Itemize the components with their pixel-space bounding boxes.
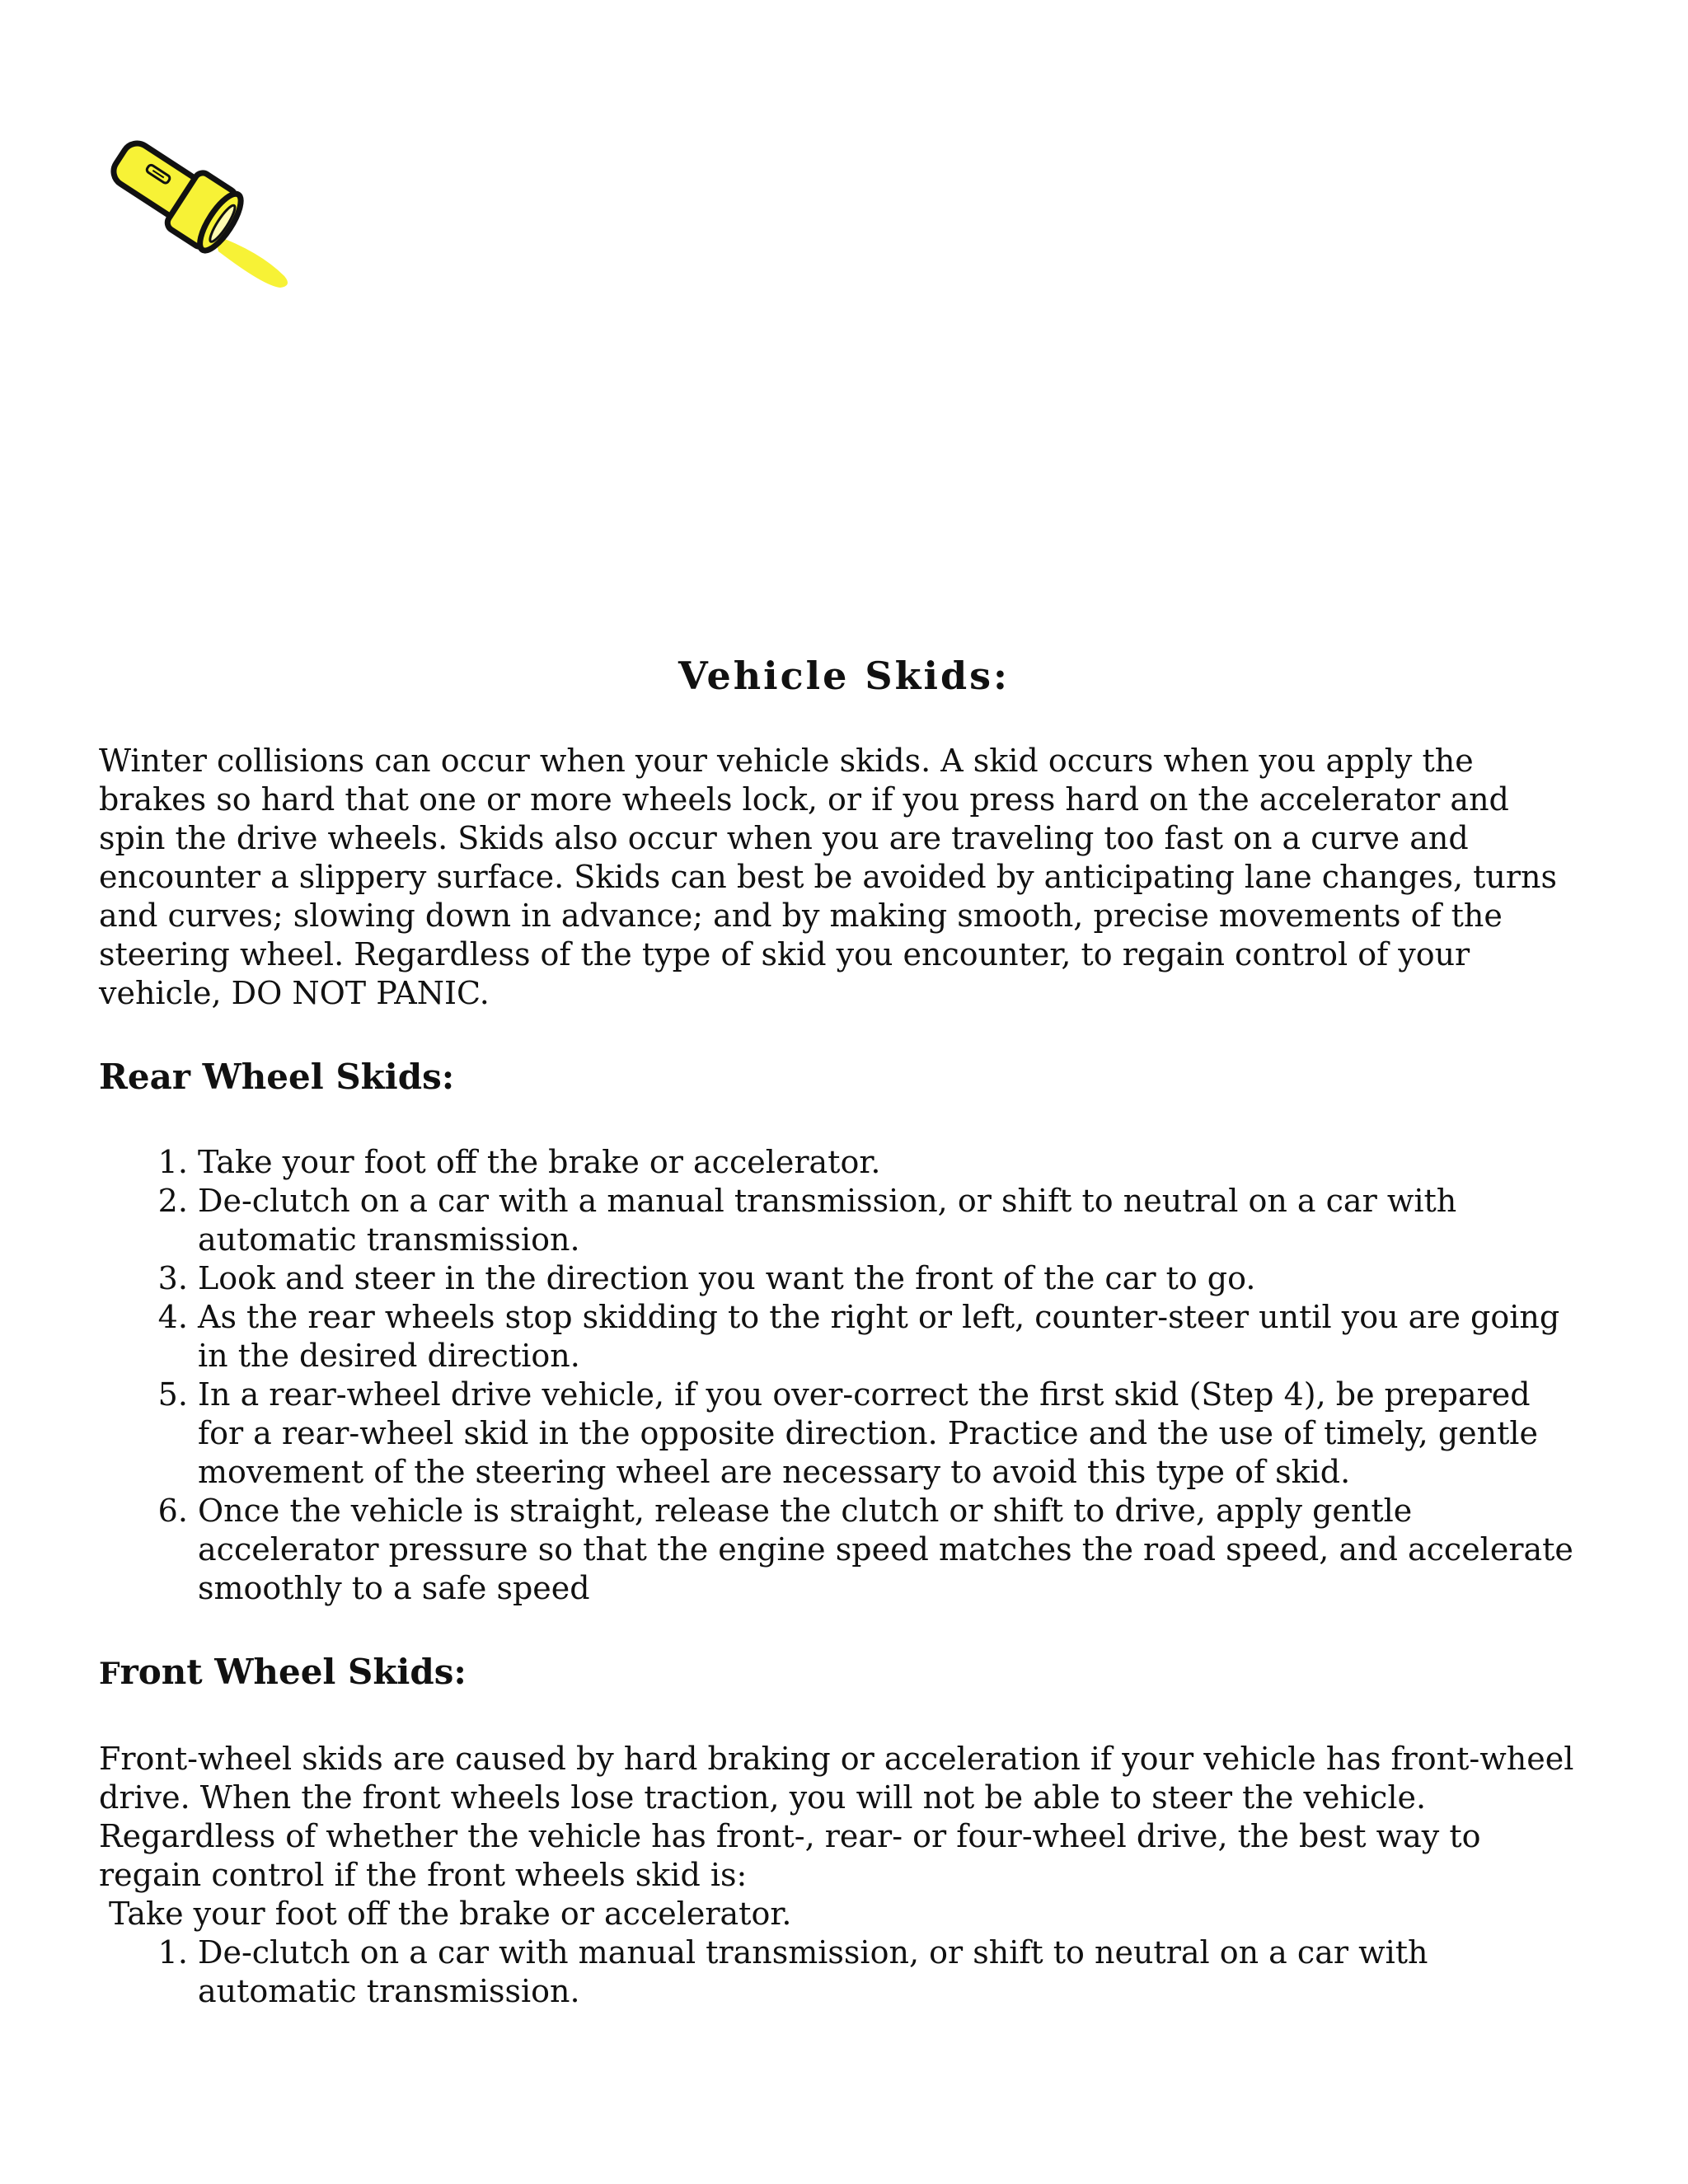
list-item: 1. Take your foot off the brake or accelerator. (198, 1143, 1582, 1182)
heading-rest: ront Wheel Skids: (120, 1652, 467, 1692)
document-body (99, 742, 1582, 2011)
front-wheel-first-step: Take your foot off the brake or accelerator. (109, 1896, 792, 1932)
list-item: 6. Once the vehicle is straight, release the clutch or shift to drive, apply gentle accelerator pressure so that the engine speed matches the road speed, and accelerate smoothly to a safe speed (198, 1492, 1582, 1608)
front-wheel-steps (99, 1933, 1582, 2011)
flashlight-icon (95, 136, 301, 301)
page-title: Vehicle Skids: (678, 654, 1010, 698)
heading-initial: F (99, 1657, 120, 1691)
list-item: 1. De-clutch on a car with manual transmission, or shift to neutral on a car with automatic transmission. (198, 1933, 1582, 2011)
list-item: 3. Look and steer in the direction you want the front of the car to go. (198, 1259, 1582, 1298)
intro-paragraph: Winter collisions can occur when your vehicle skids. A skid occurs when you apply the brakes so hard that one or more wheels lock, or if you press hard on the accelerator and spin the drive wheels. Skids also occur when you are traveling too fast on a curve and encounter a slippery surface. Skids can best be avoided by anticipating lane changes, turns and curves; slowing down in advance; and by making smooth, precise movements of the steering wheel. Regardless of the type of skid you encounter, to regain control of your vehicle, DO NOT PANIC. (99, 743, 1558, 1011)
front-wheel-heading (99, 1647, 1582, 1699)
rear-wheel-heading: Rear Wheel Skids: (99, 1057, 455, 1097)
list-item: 2. De-clutch on a car with a manual transmission, or shift to neutral on a car with automatic transmission. (198, 1182, 1582, 1259)
list-item: 4. As the rear wheels stop skidding to the right or left, counter-steer until you are going in the desired direction. (198, 1298, 1582, 1376)
rear-wheel-steps (99, 1143, 1582, 1608)
list-item: 5. In a rear-wheel drive vehicle, if you over-correct the first skid (Step 4), be prepared for a rear-wheel skid in the opposite direction. Practice and the use of timely, gentle movement of the steering wheel are necessary to avoid this type of skid. (198, 1376, 1582, 1492)
front-wheel-paragraph: Front-wheel skids are caused by hard braking or acceleration if your vehicle has front-wheel drive. When the front wheels lose traction, you will not be able to steer the vehicle. Regardless of whether the vehicle has front-, rear- or four-wheel drive, the best way to regain control if the front wheels skid is: (99, 1741, 1574, 1893)
